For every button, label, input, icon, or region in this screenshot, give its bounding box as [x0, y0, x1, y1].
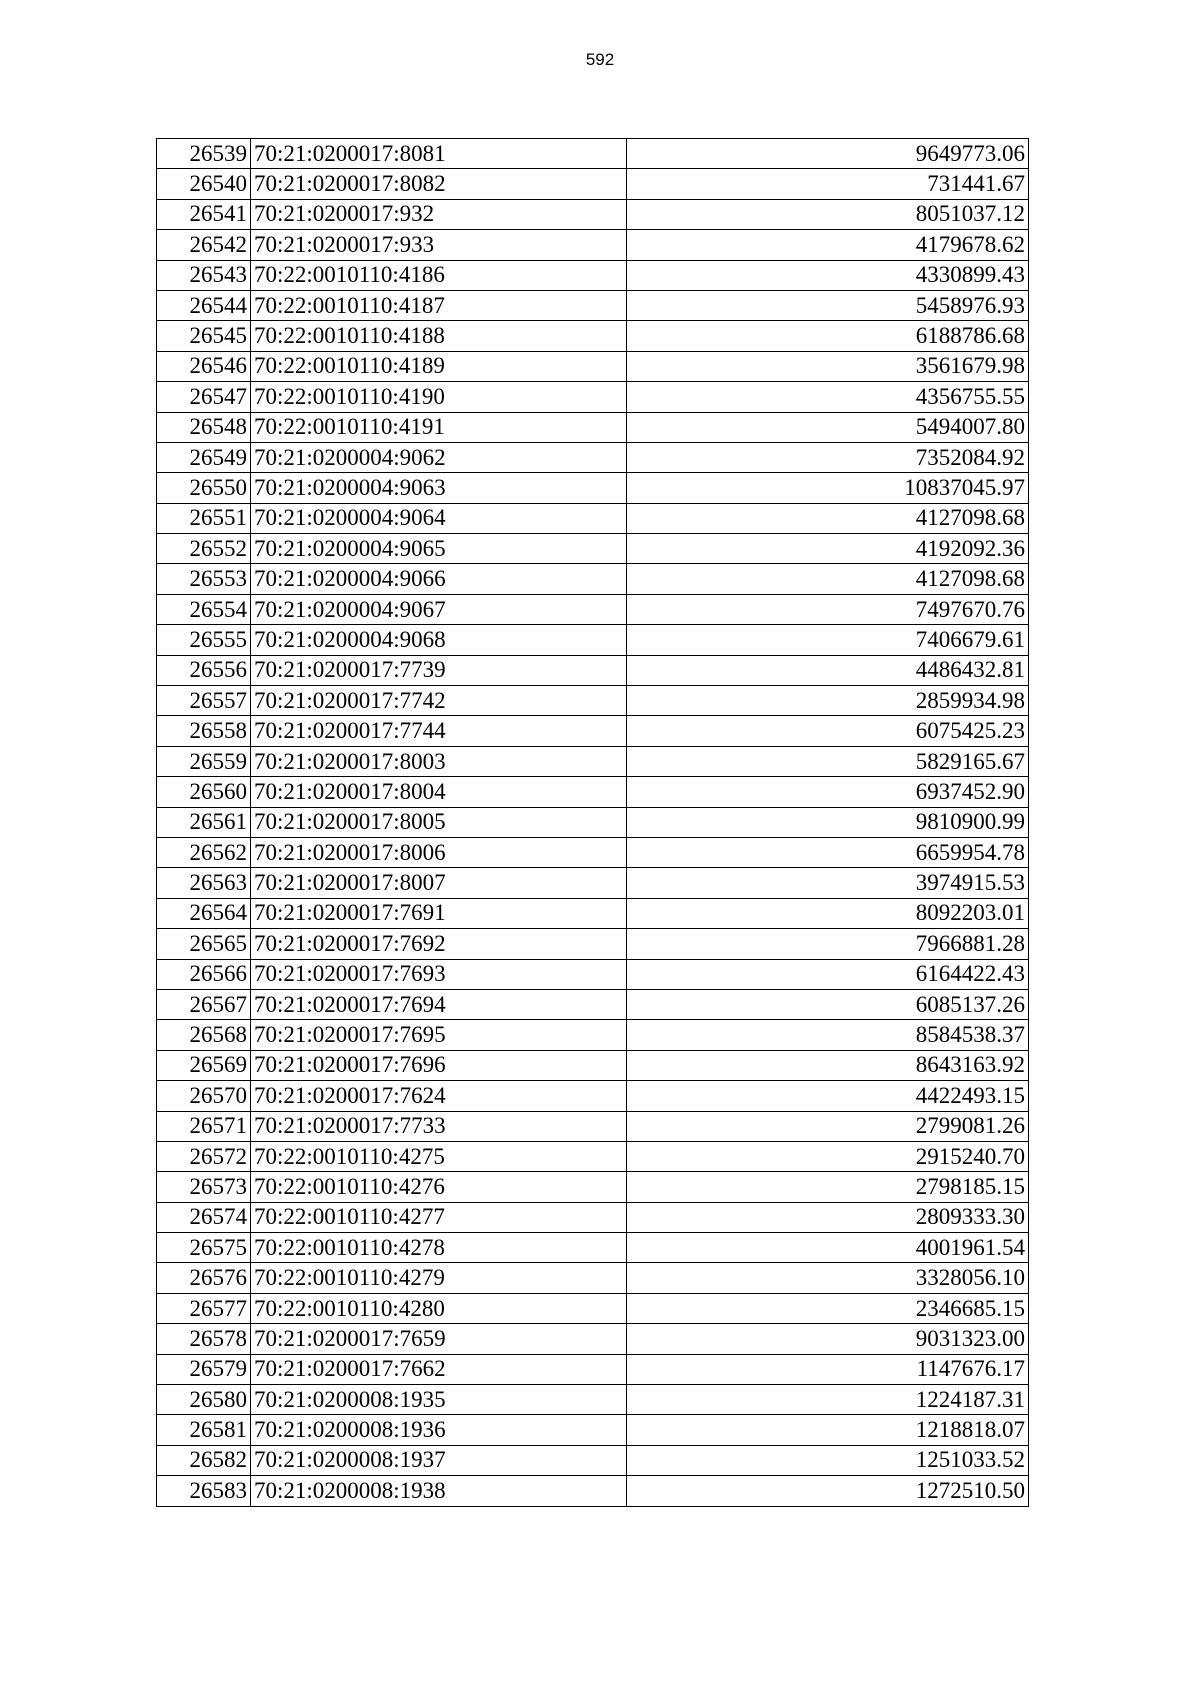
row-number-cell: 26542	[157, 230, 251, 260]
cadastral-value-cell: 4001961.54	[627, 1233, 1029, 1263]
cadastral-value-cell: 5494007.80	[627, 412, 1029, 442]
cadastral-value-cell: 6085137.26	[627, 989, 1029, 1019]
table-row	[157, 260, 1029, 290]
table-row	[157, 716, 1029, 746]
cadastral-value-cell: 10837045.97	[627, 473, 1029, 503]
row-number-cell: 26568	[157, 1020, 251, 1050]
row-number-cell: 26545	[157, 321, 251, 351]
row-number-cell: 26576	[157, 1263, 251, 1293]
cadastral-number-cell: 70:21:0200017:8003	[251, 746, 627, 776]
cadastral-number-cell: 70:21:0200017:7693	[251, 959, 627, 989]
row-number-cell: 26569	[157, 1050, 251, 1080]
table-row	[157, 1415, 1029, 1445]
row-number-cell: 26572	[157, 1141, 251, 1171]
table-row	[157, 625, 1029, 655]
cadastral-value-cell: 1272510.50	[627, 1476, 1029, 1506]
table-row	[157, 1476, 1029, 1506]
cadastral-value-cell: 3328056.10	[627, 1263, 1029, 1293]
cadastral-number-cell: 70:21:0200017:8006	[251, 837, 627, 867]
table-row	[157, 1354, 1029, 1384]
row-number-cell: 26562	[157, 837, 251, 867]
row-number-cell: 26540	[157, 169, 251, 199]
cadastral-value-cell: 2809333.30	[627, 1202, 1029, 1232]
cadastral-number-cell: 70:21:0200017:8005	[251, 807, 627, 837]
cadastral-value-cell: 2799081.26	[627, 1111, 1029, 1141]
cadastral-number-cell: 70:21:0200017:7659	[251, 1324, 627, 1354]
cadastral-number-cell: 70:21:0200004:9066	[251, 564, 627, 594]
row-number-cell: 26551	[157, 503, 251, 533]
table-row	[157, 473, 1029, 503]
row-number-cell: 26557	[157, 686, 251, 716]
row-number-cell: 26580	[157, 1385, 251, 1415]
table-row	[157, 169, 1029, 199]
table-row	[157, 686, 1029, 716]
cadastral-value-cell: 4422493.15	[627, 1081, 1029, 1111]
cadastral-number-cell: 70:21:0200017:7742	[251, 686, 627, 716]
table-row	[157, 321, 1029, 351]
cadastral-number-cell: 70:22:0010110:4279	[251, 1263, 627, 1293]
row-number-cell: 26543	[157, 260, 251, 290]
cadastral-value-cell: 3561679.98	[627, 351, 1029, 381]
cadastral-value-cell: 4127098.68	[627, 503, 1029, 533]
table-row	[157, 1263, 1029, 1293]
row-number-cell: 26556	[157, 655, 251, 685]
cadastral-value-cell: 1224187.31	[627, 1385, 1029, 1415]
table-row	[157, 564, 1029, 594]
cadastral-number-cell: 70:21:0200017:8004	[251, 777, 627, 807]
table-row	[157, 1050, 1029, 1080]
table-row	[157, 1233, 1029, 1263]
table-row	[157, 655, 1029, 685]
row-number-cell: 26548	[157, 412, 251, 442]
cadastral-value-cell: 8092203.01	[627, 898, 1029, 928]
row-number-cell: 26566	[157, 959, 251, 989]
table-row	[157, 929, 1029, 959]
row-number-cell: 26549	[157, 442, 251, 472]
cadastral-number-cell: 70:21:0200004:9068	[251, 625, 627, 655]
cadastral-number-cell: 70:22:0010110:4188	[251, 321, 627, 351]
cadastral-value-cell: 8584538.37	[627, 1020, 1029, 1050]
cadastral-value-table	[156, 138, 1029, 1507]
cadastral-value-cell: 4127098.68	[627, 564, 1029, 594]
table-row	[157, 777, 1029, 807]
cadastral-value-cell: 2346685.15	[627, 1293, 1029, 1323]
page-number: 592	[585, 50, 615, 69]
cadastral-number-cell: 70:21:0200017:8081	[251, 139, 627, 169]
cadastral-number-cell: 70:21:0200004:9062	[251, 442, 627, 472]
cadastral-number-cell: 70:22:0010110:4189	[251, 351, 627, 381]
table-body	[157, 139, 1029, 1507]
cadastral-number-cell: 70:21:0200017:7694	[251, 989, 627, 1019]
table-row	[157, 534, 1029, 564]
cadastral-value-cell: 731441.67	[627, 169, 1029, 199]
cadastral-value-cell: 2798185.15	[627, 1172, 1029, 1202]
row-number-cell: 26546	[157, 351, 251, 381]
table-row	[157, 412, 1029, 442]
cadastral-number-cell: 70:22:0010110:4277	[251, 1202, 627, 1232]
row-number-cell: 26564	[157, 898, 251, 928]
cadastral-number-cell: 70:22:0010110:4275	[251, 1141, 627, 1171]
cadastral-number-cell: 70:21:0200008:1935	[251, 1385, 627, 1415]
cadastral-value-cell: 6164422.43	[627, 959, 1029, 989]
cadastral-value-cell: 5829165.67	[627, 746, 1029, 776]
cadastral-number-cell: 70:21:0200017:932	[251, 199, 627, 229]
cadastral-number-cell: 70:22:0010110:4186	[251, 260, 627, 290]
cadastral-number-cell: 70:21:0200008:1936	[251, 1415, 627, 1445]
cadastral-number-cell: 70:21:0200008:1937	[251, 1445, 627, 1475]
row-number-cell: 26565	[157, 929, 251, 959]
table-row	[157, 1141, 1029, 1171]
table-row	[157, 1445, 1029, 1475]
cadastral-value-cell: 1147676.17	[627, 1354, 1029, 1384]
row-number-cell: 26554	[157, 594, 251, 624]
row-number-cell: 26583	[157, 1476, 251, 1506]
row-number-cell: 26559	[157, 746, 251, 776]
table-row	[157, 898, 1029, 928]
cadastral-number-cell: 70:21:0200017:7733	[251, 1111, 627, 1141]
row-number-cell: 26555	[157, 625, 251, 655]
cadastral-value-cell: 9649773.06	[627, 139, 1029, 169]
cadastral-number-cell: 70:21:0200017:8082	[251, 169, 627, 199]
cadastral-number-cell: 70:22:0010110:4191	[251, 412, 627, 442]
cadastral-value-cell: 4179678.62	[627, 230, 1029, 260]
row-number-cell: 26544	[157, 290, 251, 320]
cadastral-number-cell: 70:21:0200017:7739	[251, 655, 627, 685]
cadastral-value-cell: 4192092.36	[627, 534, 1029, 564]
cadastral-value-cell: 7352084.92	[627, 442, 1029, 472]
cadastral-number-cell: 70:21:0200017:7695	[251, 1020, 627, 1050]
table-row	[157, 1202, 1029, 1232]
cadastral-value-cell: 4356755.55	[627, 382, 1029, 412]
cadastral-value-cell: 7406679.61	[627, 625, 1029, 655]
table-row	[157, 351, 1029, 381]
table-row	[157, 1385, 1029, 1415]
table-row	[157, 807, 1029, 837]
cadastral-value-cell: 2859934.98	[627, 686, 1029, 716]
row-number-cell: 26573	[157, 1172, 251, 1202]
row-number-cell: 26553	[157, 564, 251, 594]
cadastral-number-cell: 70:22:0010110:4276	[251, 1172, 627, 1202]
row-number-cell: 26567	[157, 989, 251, 1019]
table-row	[157, 746, 1029, 776]
row-number-cell: 26561	[157, 807, 251, 837]
row-number-cell: 26577	[157, 1293, 251, 1323]
table-row	[157, 868, 1029, 898]
cadastral-number-cell: 70:21:0200004:9067	[251, 594, 627, 624]
cadastral-value-cell: 5458976.93	[627, 290, 1029, 320]
cadastral-number-cell: 70:21:0200017:7692	[251, 929, 627, 959]
table-row	[157, 290, 1029, 320]
table-row	[157, 230, 1029, 260]
cadastral-value-cell: 3974915.53	[627, 868, 1029, 898]
row-number-cell: 26574	[157, 1202, 251, 1232]
row-number-cell: 26560	[157, 777, 251, 807]
table-row	[157, 442, 1029, 472]
row-number-cell: 26570	[157, 1081, 251, 1111]
table-row	[157, 989, 1029, 1019]
cadastral-number-cell: 70:22:0010110:4187	[251, 290, 627, 320]
cadastral-number-cell: 70:22:0010110:4190	[251, 382, 627, 412]
row-number-cell: 26578	[157, 1324, 251, 1354]
row-number-cell: 26575	[157, 1233, 251, 1263]
cadastral-value-cell: 7966881.28	[627, 929, 1029, 959]
cadastral-value-cell: 6937452.90	[627, 777, 1029, 807]
cadastral-number-cell: 70:21:0200017:7696	[251, 1050, 627, 1080]
cadastral-value-cell: 9031323.00	[627, 1324, 1029, 1354]
cadastral-value-cell: 6075425.23	[627, 716, 1029, 746]
cadastral-value-cell: 6188786.68	[627, 321, 1029, 351]
row-number-cell: 26552	[157, 534, 251, 564]
table-row	[157, 1020, 1029, 1050]
cadastral-number-cell: 70:21:0200017:7662	[251, 1354, 627, 1384]
table-row	[157, 199, 1029, 229]
cadastral-value-cell: 2915240.70	[627, 1141, 1029, 1171]
cadastral-value-cell: 8051037.12	[627, 199, 1029, 229]
cadastral-number-cell: 70:21:0200004:9065	[251, 534, 627, 564]
cadastral-value-cell: 1218818.07	[627, 1415, 1029, 1445]
cadastral-number-cell: 70:21:0200008:1938	[251, 1476, 627, 1506]
row-number-cell: 26550	[157, 473, 251, 503]
cadastral-value-cell: 4330899.43	[627, 260, 1029, 290]
cadastral-number-cell: 70:21:0200004:9063	[251, 473, 627, 503]
cadastral-number-cell: 70:22:0010110:4280	[251, 1293, 627, 1323]
table-row	[157, 1293, 1029, 1323]
cadastral-number-cell: 70:21:0200017:7744	[251, 716, 627, 746]
row-number-cell: 26547	[157, 382, 251, 412]
table-row	[157, 1081, 1029, 1111]
table-row	[157, 1324, 1029, 1354]
table-row	[157, 139, 1029, 169]
table-row	[157, 837, 1029, 867]
row-number-cell: 26579	[157, 1354, 251, 1384]
cadastral-value-cell: 9810900.99	[627, 807, 1029, 837]
table-row	[157, 594, 1029, 624]
table-row	[157, 503, 1029, 533]
table-row	[157, 1111, 1029, 1141]
cadastral-value-cell: 1251033.52	[627, 1445, 1029, 1475]
cadastral-number-cell: 70:21:0200017:8007	[251, 868, 627, 898]
cadastral-value-cell: 8643163.92	[627, 1050, 1029, 1080]
row-number-cell: 26581	[157, 1415, 251, 1445]
row-number-cell: 26582	[157, 1445, 251, 1475]
cadastral-value-cell: 7497670.76	[627, 594, 1029, 624]
row-number-cell: 26539	[157, 139, 251, 169]
cadastral-number-cell: 70:21:0200017:7691	[251, 898, 627, 928]
row-number-cell: 26571	[157, 1111, 251, 1141]
cadastral-value-cell: 6659954.78	[627, 837, 1029, 867]
row-number-cell: 26563	[157, 868, 251, 898]
row-number-cell: 26558	[157, 716, 251, 746]
row-number-cell: 26541	[157, 199, 251, 229]
cadastral-number-cell: 70:21:0200017:7624	[251, 1081, 627, 1111]
cadastral-number-cell: 70:22:0010110:4278	[251, 1233, 627, 1263]
table-row	[157, 382, 1029, 412]
table-row	[157, 959, 1029, 989]
cadastral-value-cell: 4486432.81	[627, 655, 1029, 685]
cadastral-number-cell: 70:21:0200004:9064	[251, 503, 627, 533]
cadastral-number-cell: 70:21:0200017:933	[251, 230, 627, 260]
table-row	[157, 1172, 1029, 1202]
